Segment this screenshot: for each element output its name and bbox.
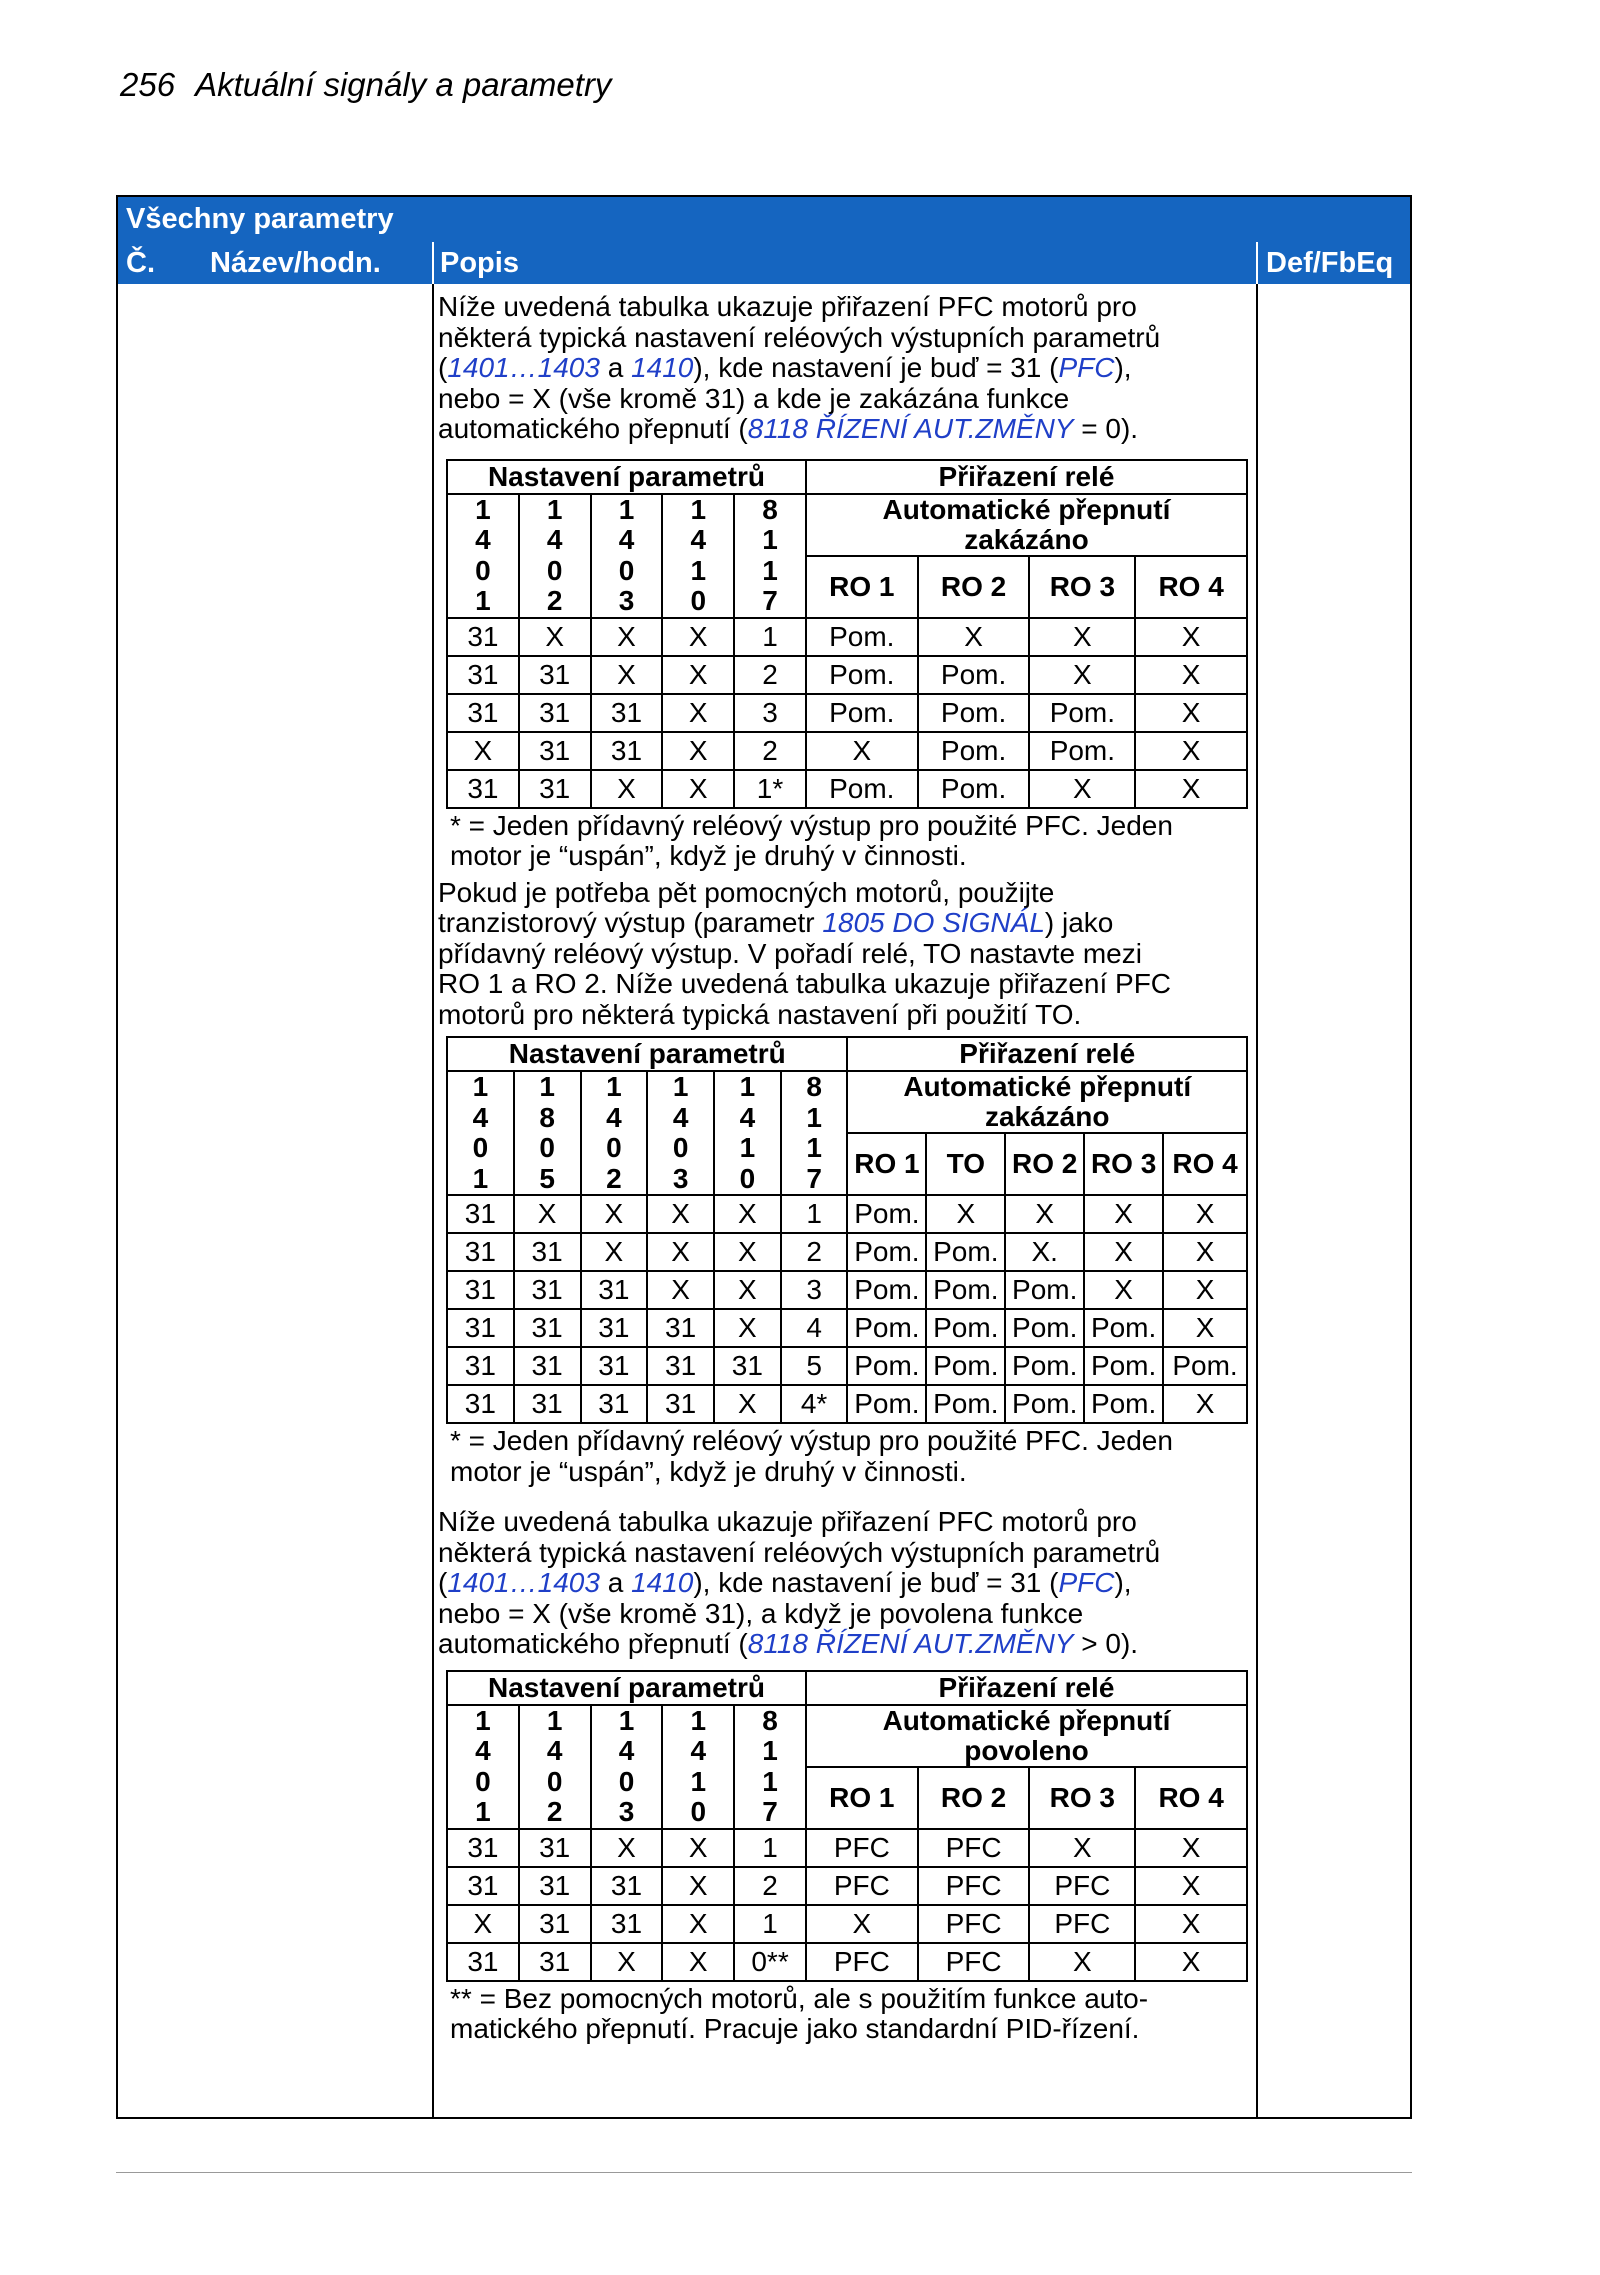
mode-header: Automatické přepnutí zakázáno	[806, 494, 1247, 556]
table-cell: 31	[519, 770, 591, 808]
table-cell: X	[714, 1271, 781, 1309]
table-cell: X	[1005, 1195, 1084, 1233]
table-note	[450, 1426, 1254, 1487]
table-cell: X	[662, 1829, 734, 1867]
relay-col-header: RO 1	[847, 1133, 926, 1195]
relay-col-header: RO 3	[1029, 1767, 1135, 1829]
table-cell: Pom.	[918, 694, 1030, 732]
table-cell: 31	[581, 1347, 648, 1385]
text-line: * = Jeden přídavný reléový výstup pro použité PFC. Jeden	[450, 809, 1173, 841]
text-fragment: …	[509, 352, 538, 383]
table-cell: PFC	[806, 1867, 918, 1905]
param-link-8118[interactable]: 8118 ŘÍZENÍ AUT.ZMĚNY	[747, 1628, 1074, 1659]
table-cell: X	[662, 1905, 734, 1943]
text-line: motor je “uspán”, když je druhý v činnosti.	[450, 1455, 967, 1487]
relay-assignment-table-3	[446, 1670, 1248, 1982]
relay-col-header: RO 1	[806, 556, 918, 618]
description-paragraph	[438, 878, 1254, 1031]
table-cell: X	[647, 1271, 714, 1309]
text-fragment: ),	[1114, 1567, 1132, 1598]
text-line: nebo = X (vše kromě 31) a kde je zakázána funkce	[438, 382, 1070, 414]
table-cell: X	[926, 1195, 1005, 1233]
table-cell: X	[647, 1195, 714, 1233]
text-line: * = Jeden přídavný reléový výstup pro použité PFC. Jeden	[450, 1425, 1173, 1456]
param-col-header: 1 8 0 5	[514, 1071, 581, 1195]
table-cell: X	[447, 732, 519, 770]
param-col-header: 8 1 1 7	[781, 1071, 848, 1195]
text-fragment: automatického přepnutí (	[438, 1628, 748, 1659]
page-number: 256	[120, 66, 176, 103]
table-cell: 31	[447, 1347, 514, 1385]
relay-col-header: RO 4	[1135, 556, 1247, 618]
table-cell: X	[662, 1867, 734, 1905]
table-cell: X.	[1005, 1233, 1084, 1271]
table-cell: 31	[447, 770, 519, 808]
table-cell: X	[918, 618, 1030, 656]
table-cell: Pom.	[847, 1385, 926, 1423]
table-cell: Pom.	[1005, 1347, 1084, 1385]
table-cell: 31	[447, 694, 519, 732]
table-row	[447, 656, 1247, 694]
param-link-1401[interactable]: 1401	[447, 1567, 510, 1598]
table-cell: 31	[591, 732, 663, 770]
table-cell: X	[514, 1195, 581, 1233]
table-cell: X	[714, 1233, 781, 1271]
table-cell: 31	[447, 618, 519, 656]
text-fragment: (	[438, 352, 448, 383]
table-cell: 1	[781, 1195, 848, 1233]
relay-col-header: RO 2	[918, 556, 1030, 618]
table-cell: X	[1163, 1195, 1247, 1233]
table-note	[450, 1984, 1254, 2045]
table-cell: X	[1029, 1943, 1135, 1981]
table-cell: X	[581, 1195, 648, 1233]
table-cell: Pom.	[1029, 732, 1135, 770]
param-col-header: 1 4 0 3	[591, 1705, 663, 1829]
text-fragment: tranzistorový výstup (parametr	[438, 907, 823, 938]
mode-header: Automatické přepnutí zakázáno	[847, 1071, 1247, 1133]
table-cell: 31	[519, 1905, 591, 1943]
table-cell: Pom.	[806, 694, 918, 732]
param-link-1403[interactable]: 1403	[537, 352, 600, 383]
text-line: motor je “uspán”, když je druhý v činnosti.	[450, 840, 967, 871]
table-cell: PFC	[918, 1829, 1030, 1867]
param-col-header: 1 4 0 3	[647, 1071, 714, 1195]
col-description-header: Popis	[440, 247, 519, 279]
table-cell: 31	[591, 1867, 663, 1905]
col-name-header: Název/hodn.	[210, 247, 381, 279]
text-fragment: a	[599, 1567, 632, 1598]
text-fragment: > 0).	[1073, 1628, 1139, 1659]
relay-col-header: RO 3	[1084, 1133, 1163, 1195]
description-paragraph	[438, 1507, 1254, 1660]
table-cell: 31	[581, 1309, 648, 1347]
table-cell: X	[1135, 656, 1247, 694]
table-cell: 2	[734, 732, 806, 770]
table-cell: Pom.	[1084, 1309, 1163, 1347]
table-cell: 3	[781, 1271, 848, 1309]
table-cell: X	[1135, 1943, 1247, 1981]
text-line: matického přepnutí. Pracuje jako standardní PID-řízení.	[450, 2013, 1140, 2044]
table-cell: 2	[734, 656, 806, 694]
table-cell: 3	[734, 694, 806, 732]
table-cell: 0**	[734, 1943, 806, 1981]
param-link-1805[interactable]: 1805 DO SIGNÁL	[822, 907, 1045, 938]
table-cell: 31	[591, 1905, 663, 1943]
table-cell: X	[1135, 1867, 1247, 1905]
table-cell: Pom.	[926, 1271, 1005, 1309]
text-line: přídavný reléový výstup. V pořadí relé, TO nastavte mezi	[438, 937, 1142, 969]
text-fragment: ) jako	[1044, 907, 1114, 938]
param-settings-header: Nastavení parametrů	[447, 1037, 847, 1071]
table-cell: PFC	[1029, 1905, 1135, 1943]
table-cell: 31	[514, 1385, 581, 1423]
table-cell: 31	[591, 694, 663, 732]
table-cell: Pom.	[918, 732, 1030, 770]
table-cell: 31	[519, 732, 591, 770]
table-cell: Pom.	[926, 1233, 1005, 1271]
table-cell: X	[1135, 618, 1247, 656]
table-cell: X	[591, 656, 663, 694]
param-col-header: 1 4 0 2	[581, 1071, 648, 1195]
table-cell: 31	[514, 1347, 581, 1385]
relay-col-header: RO 4	[1163, 1133, 1247, 1195]
table-cell: 31	[581, 1385, 648, 1423]
table-cell: X	[591, 770, 663, 808]
text-fragment: = 0).	[1073, 413, 1139, 444]
table-cell: X	[806, 732, 918, 770]
table-row	[447, 1385, 1247, 1423]
table-cell: X	[1163, 1233, 1247, 1271]
param-link-8118[interactable]: 8118 ŘÍZENÍ AUT.ZMĚNY	[747, 413, 1074, 444]
table-cell: Pom.	[847, 1233, 926, 1271]
table-row	[447, 1195, 1247, 1233]
table-cell: 31	[519, 656, 591, 694]
text-fragment: ),	[1114, 352, 1132, 383]
table-cell: 1*	[734, 770, 806, 808]
table-row	[447, 1347, 1247, 1385]
table-cell: Pom.	[1084, 1385, 1163, 1423]
table-cell: Pom.	[1163, 1347, 1247, 1385]
table-cell: 31	[514, 1233, 581, 1271]
page-title: Aktuální signály a parametry	[195, 66, 612, 103]
table-cell: 31	[447, 1943, 519, 1981]
text-fragment: ), kde nastavení je buď = 31 (	[693, 1567, 1059, 1598]
table-cell: Pom.	[926, 1385, 1005, 1423]
param-col-header: 8 1 1 7	[734, 1705, 806, 1829]
param-col-header: 1 4 1 0	[662, 494, 734, 618]
table-cell: 4*	[781, 1385, 848, 1423]
table-cell: 31	[447, 1195, 514, 1233]
table-row	[447, 1309, 1247, 1347]
table-cell: X	[519, 618, 591, 656]
table-row	[447, 618, 1247, 656]
relay-assignment-header: Přiřazení relé	[806, 1671, 1247, 1705]
table-cell: 31	[581, 1271, 648, 1309]
param-link-1403[interactable]: 1403	[537, 1567, 600, 1598]
table-note	[450, 811, 1254, 872]
table-cell: PFC	[918, 1867, 1030, 1905]
table-cell: 31	[514, 1271, 581, 1309]
table-cell: 31	[447, 1385, 514, 1423]
param-col-header: 1 4 0 1	[447, 1071, 514, 1195]
text-fragment: (	[438, 1567, 448, 1598]
table-row	[447, 770, 1247, 808]
text-fragment: a	[599, 352, 632, 383]
param-col-header: 1 4 0 2	[519, 1705, 591, 1829]
relay-assignment-table-1	[446, 459, 1248, 809]
table-cell: X	[714, 1385, 781, 1423]
table-cell: X	[591, 618, 663, 656]
table-cell: 31	[447, 1309, 514, 1347]
table-cell: X	[1135, 732, 1247, 770]
table-cell: Pom.	[847, 1195, 926, 1233]
table-cell: X	[714, 1309, 781, 1347]
table-cell: Pom.	[1005, 1385, 1084, 1423]
text-line: některá typická nastavení reléových výstupních parametrů	[438, 321, 1161, 353]
table-cell: X	[1163, 1271, 1247, 1309]
column-divider	[432, 284, 434, 2117]
table-cell: 31	[447, 1867, 519, 1905]
param-link-pfc[interactable]: PFC	[1058, 1567, 1115, 1598]
param-col-header: 1 4 0 1	[447, 494, 519, 618]
table-cell: X	[1163, 1309, 1247, 1347]
column-header-row	[118, 242, 1410, 284]
table-cell: Pom.	[847, 1347, 926, 1385]
table-cell: PFC	[918, 1943, 1030, 1981]
param-link-1410[interactable]: 1410	[631, 352, 694, 383]
header-divider	[432, 242, 434, 284]
table-cell: X	[1029, 1829, 1135, 1867]
col-default-header: Def/FbEq	[1266, 247, 1394, 279]
param-settings-header: Nastavení parametrů	[447, 1671, 806, 1705]
relay-col-header: RO 2	[1005, 1133, 1084, 1195]
param-link-1410[interactable]: 1410	[631, 1567, 694, 1598]
table-cell: X	[662, 770, 734, 808]
table-cell: 31	[514, 1309, 581, 1347]
text-fragment: ), kde nastavení je buď = 31 (	[693, 352, 1059, 383]
description-cell	[438, 292, 1254, 2045]
table-cell: Pom.	[806, 618, 918, 656]
column-divider	[1256, 284, 1258, 2117]
table-cell: X	[1135, 770, 1247, 808]
table-cell: X	[662, 1943, 734, 1981]
table-cell: 31	[519, 1829, 591, 1867]
table-cell: 5	[781, 1347, 848, 1385]
table-cell: 31	[647, 1347, 714, 1385]
table-cell: X	[1084, 1195, 1163, 1233]
relay-col-header: RO 1	[806, 1767, 918, 1829]
table-cell: 31	[447, 1829, 519, 1867]
table-cell: X	[1084, 1271, 1163, 1309]
table-row	[447, 732, 1247, 770]
relay-col-header: TO	[926, 1133, 1005, 1195]
table-cell: PFC	[1029, 1867, 1135, 1905]
table-cell: 2	[781, 1233, 848, 1271]
param-col-header: 1 4 1 0	[714, 1071, 781, 1195]
table-cell: 2	[734, 1867, 806, 1905]
table-row	[447, 1829, 1247, 1867]
table-cell: 31	[447, 1271, 514, 1309]
table-cell: X	[1029, 770, 1135, 808]
col-number-header: Č.	[126, 247, 155, 279]
table-cell: Pom.	[926, 1309, 1005, 1347]
relay-col-header: RO 4	[1135, 1767, 1247, 1829]
relay-assignment-header: Přiřazení relé	[806, 460, 1247, 494]
param-link-pfc[interactable]: PFC	[1058, 352, 1115, 383]
table-cell: Pom.	[1005, 1271, 1084, 1309]
header-divider	[1256, 242, 1258, 284]
text-line: Pokud je potřeba pět pomocných motorů, použijte	[438, 876, 1055, 908]
text-line: RO 1 a RO 2. Níže uvedená tabulka ukazuje přiřazení PFC	[438, 968, 1172, 999]
table-cell: X	[714, 1195, 781, 1233]
table-cell: X	[1084, 1233, 1163, 1271]
table-cell: X	[662, 694, 734, 732]
table-title: Všechny parametry	[118, 197, 1410, 242]
param-col-header: 1 4 0 2	[519, 494, 591, 618]
table-cell: Pom.	[806, 770, 918, 808]
table-cell: 1	[734, 1829, 806, 1867]
table-cell: Pom.	[1029, 694, 1135, 732]
mode-header: Automatické přepnutí povoleno	[806, 1705, 1247, 1767]
table-cell: X	[591, 1829, 663, 1867]
param-settings-header: Nastavení parametrů	[447, 460, 806, 494]
table-cell: 31	[519, 694, 591, 732]
param-col-header: 8 1 1 7	[734, 494, 806, 618]
relay-assignment-header: Přiřazení relé	[847, 1037, 1247, 1071]
table-cell: 31	[519, 1867, 591, 1905]
table-cell: X	[1135, 1905, 1247, 1943]
table-cell: Pom.	[926, 1347, 1005, 1385]
table-cell: PFC	[918, 1905, 1030, 1943]
text-line: Níže uvedená tabulka ukazuje přiřazení PFC motorů pro	[438, 291, 1137, 322]
text-line: ** = Bez pomocných motorů, ale s použitím funkce auto-	[450, 1982, 1149, 2014]
table-cell: Pom.	[1005, 1309, 1084, 1347]
table-cell: 31	[519, 1943, 591, 1981]
table-cell: Pom.	[847, 1271, 926, 1309]
table-row	[447, 1905, 1247, 1943]
table-cell: 1	[734, 1905, 806, 1943]
text-line: některá typická nastavení reléových výstupních parametrů	[438, 1536, 1161, 1568]
table-row	[447, 1233, 1247, 1271]
table-cell: X	[1029, 656, 1135, 694]
table-cell: Pom.	[918, 770, 1030, 808]
table-cell: 31	[647, 1309, 714, 1347]
table-cell: 31	[447, 656, 519, 694]
text-line: motorů pro některá typická nastavení při použití TO.	[438, 998, 1082, 1030]
table-cell: Pom.	[1084, 1347, 1163, 1385]
table-cell: PFC	[806, 1943, 918, 1981]
table-row	[447, 1867, 1247, 1905]
table-cell: X	[662, 656, 734, 694]
text-fragment: …	[509, 1567, 538, 1598]
table-row	[447, 1943, 1247, 1981]
relay-col-header: RO 3	[1029, 556, 1135, 618]
relay-assignment-table-2	[446, 1036, 1248, 1424]
text-fragment: automatického přepnutí (	[438, 413, 748, 444]
table-cell: X	[1163, 1385, 1247, 1423]
table-cell: X	[447, 1905, 519, 1943]
table-cell: X	[591, 1943, 663, 1981]
table-cell: PFC	[806, 1829, 918, 1867]
table-cell: X	[806, 1905, 918, 1943]
table-row	[447, 1271, 1247, 1309]
description-paragraph	[438, 292, 1254, 445]
table-cell: Pom.	[847, 1309, 926, 1347]
param-col-header: 1 4 0 1	[447, 1705, 519, 1829]
page-header	[120, 66, 611, 104]
table-cell: X	[1135, 1829, 1247, 1867]
param-col-header: 1 4 1 0	[662, 1705, 734, 1829]
table-cell: 31	[714, 1347, 781, 1385]
table-cell: 1	[734, 618, 806, 656]
footer-divider	[116, 2172, 1412, 2173]
table-row	[447, 694, 1247, 732]
table-cell: Pom.	[806, 656, 918, 694]
table-cell: X	[662, 732, 734, 770]
table-cell: X	[1135, 694, 1247, 732]
table-cell: X	[581, 1233, 648, 1271]
table-cell: X	[662, 618, 734, 656]
table-cell: 31	[647, 1385, 714, 1423]
table-cell: Pom.	[918, 656, 1030, 694]
relay-col-header: RO 2	[918, 1767, 1030, 1829]
param-col-header: 1 4 0 3	[591, 494, 663, 618]
table-cell: 4	[781, 1309, 848, 1347]
text-line: nebo = X (vše kromě 31), a když je povolena funkce	[438, 1597, 1084, 1629]
text-line: Níže uvedená tabulka ukazuje přiřazení PFC motorů pro	[438, 1506, 1137, 1537]
table-cell: X	[1029, 618, 1135, 656]
table-cell: 31	[447, 1233, 514, 1271]
param-link-1401[interactable]: 1401	[447, 352, 510, 383]
table-cell: X	[647, 1233, 714, 1271]
